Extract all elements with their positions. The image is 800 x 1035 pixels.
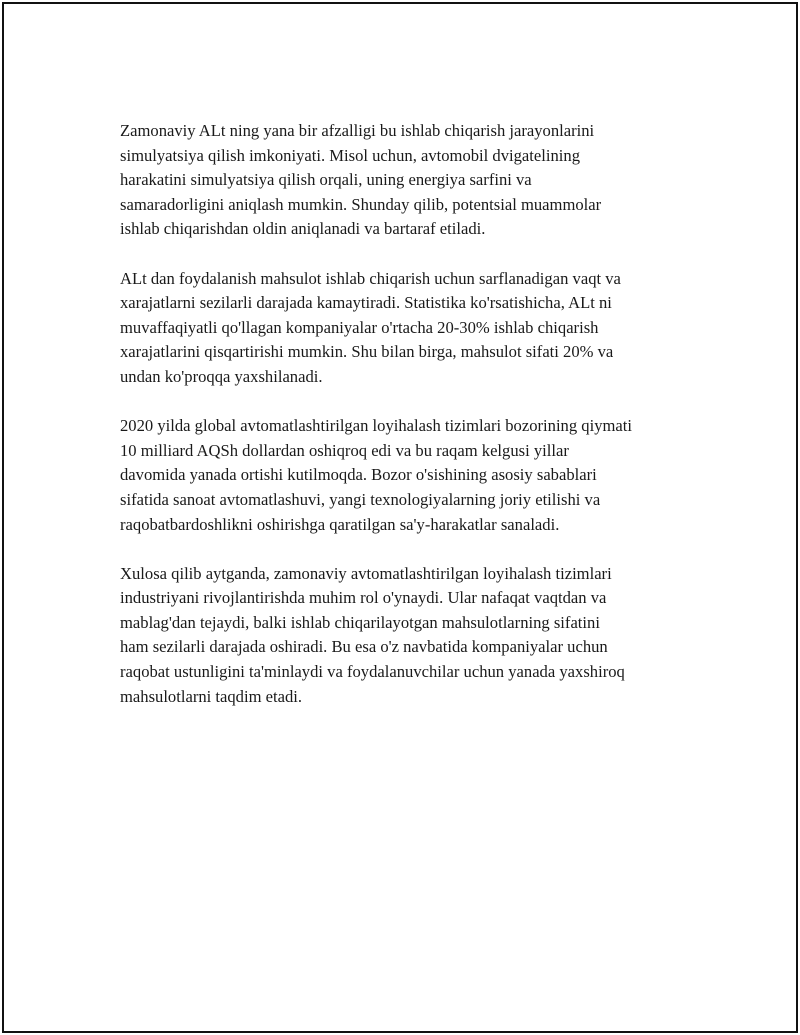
paragraph-conclusion: Xulosa qilib aytganda, zamonaviy avtomatlashtirilgan loyihalash tizimlari industriyani rivojlantirishda muhim rol o'ynaydi. Ular nafaqat vaqtdan va mablag'dan tejaydi, balki ishlab chiqarilayotgan mahsulotlarning sifatini ham sezilarli darajada oshiradi. Bu esa o'z navbatida kompaniyalar uchun raqobat ustunligini ta'minlaydi va foydalanuvchilar uchun yanada yaxshiroq mahsulotlarni taqdim etadi. <box>120 563 625 706</box>
document-body <box>120 119 700 734</box>
document-page <box>2 2 798 1033</box>
paragraph-simulation: Zamonaviy ALt ning yana bir afzalligi bu ishlab chiqarish jarayonlarini simulyatsiya qilish imkoniyati. Misol uchun, avtomobil dvigatelining harakatini simulyatsiya qilish orqali, uning energiya sarfini va samaradorligini aniqlash mumkin. Shunday qilib, potentsial muammolar ishlab chiqarishdan oldin aniqlanadi va bartaraf etiladi. <box>120 121 602 239</box>
paragraph-cost-reduction: ALt dan foydalanish mahsulot ishlab chiqarish uchun sarflanadigan vaqt va xarajatlarni sezilarli darajada kamaytiradi. Statistika ko'rsatishicha, ALt ni muvaffaqiyatli qo'llagan kompaniyalar o'rtacha 20-30% ishlab chiqarish xarajatlarini qisqartirishi mumkin. Shu bilan birga, mahsulot sifati 20% va undan ko'proqqa yaxshilanadi. <box>120 268 621 386</box>
paragraph-market-value: 2020 yilda global avtomatlashtirilgan loyihalash tizimlari bozorining qiymati 10 milliard AQSh dollardan oshiqroq edi va bu raqam kelgusi yillar davomida yanada ortishi kutilmoqda. Bozor o'sishining asosiy sabablari sifatida sanoat avtomatlashuvi, yangi texnologiyalarning joriy etilishi va raqobatbardoshlikni oshirishga qaratilgan sa'y-harakatlar sanaladi. <box>120 416 632 534</box>
